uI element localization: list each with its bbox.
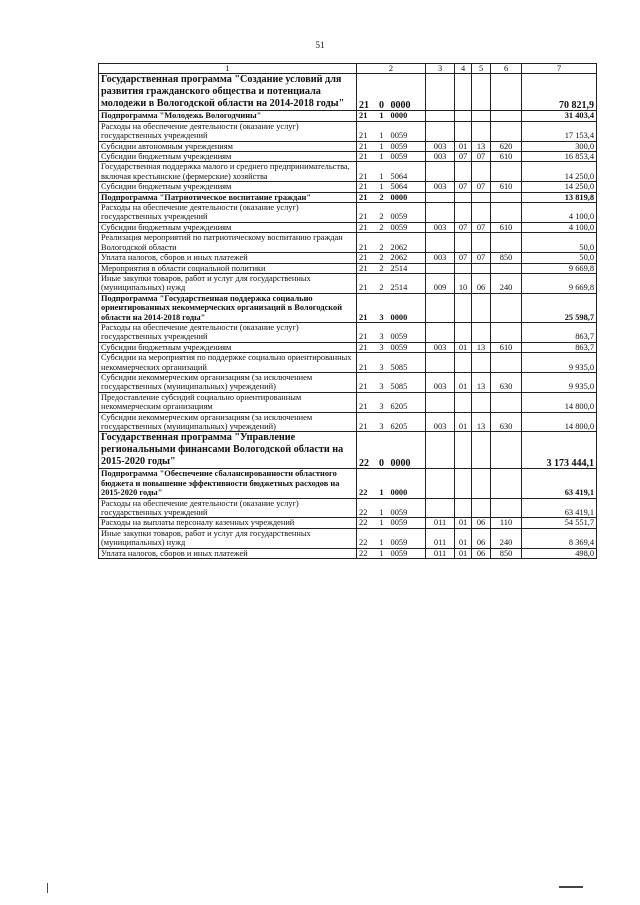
code-ministry: [426, 432, 455, 469]
code-subprogram: 2: [375, 253, 389, 263]
row-amount: 54 551,7: [522, 518, 597, 528]
row-amount: 31 403,4: [522, 111, 597, 121]
code-subprogram: 2: [375, 233, 389, 253]
code-direction: 0059: [389, 528, 426, 548]
code-subsection: 13: [472, 342, 491, 352]
code-section: [455, 203, 472, 223]
row-amount: 9 935,0: [522, 353, 597, 373]
row-amount: 25 598,7: [522, 293, 597, 322]
row-amount: 13 819,8: [522, 192, 597, 202]
code-section: [455, 263, 472, 273]
code-section: 01: [455, 412, 472, 432]
table-row: [99, 372, 597, 392]
row-name: Подпрограмма "Обеспечение сбалансированности областного бюджета и повышение эффективности бюджетных расходов на 2015-2020 годы": [99, 469, 357, 498]
table-row: [99, 233, 597, 253]
code-direction: 2514: [389, 263, 426, 273]
code-subprogram: 1: [375, 141, 389, 151]
code-subprogram: 2: [375, 263, 389, 273]
code-direction: 0000: [389, 192, 426, 202]
row-name: Реализация мероприятий по патриотическому воспитанию граждан Вологодской области: [99, 233, 357, 253]
code-subsection: 06: [472, 548, 491, 558]
code-ministry: [426, 469, 455, 498]
code-expense-type: 630: [491, 412, 522, 432]
table-row: [99, 203, 597, 223]
code-direction: 5085: [389, 353, 426, 373]
header-row: [99, 64, 597, 74]
row-name: Субсидии бюджетным учреждениям: [99, 152, 357, 162]
code-expense-type: [491, 74, 522, 111]
code-subprogram: 1: [375, 182, 389, 192]
code-subprogram: 2: [375, 203, 389, 223]
row-name: Субсидии автономным учреждениям: [99, 141, 357, 151]
table-row: [99, 182, 597, 192]
code-direction: 2062: [389, 233, 426, 253]
code-subprogram: 3: [375, 322, 389, 342]
code-subsection: 06: [472, 528, 491, 548]
budget-table: [98, 63, 597, 559]
row-amount: 9 935,0: [522, 372, 597, 392]
code-subprogram: 3: [375, 392, 389, 412]
code-subprogram: 2: [375, 273, 389, 293]
code-ministry: [426, 111, 455, 121]
table-row: [99, 469, 597, 498]
code-direction: 6205: [389, 412, 426, 432]
code-program: 21: [357, 182, 375, 192]
code-subsection: [472, 203, 491, 223]
code-ministry: [426, 392, 455, 412]
code-direction: 5064: [389, 162, 426, 182]
table-row: [99, 548, 597, 558]
code-expense-type: [491, 353, 522, 373]
code-subsection: [472, 469, 491, 498]
row-name: Иные закупки товаров, работ и услуг для государственных (муниципальных) нужд: [99, 528, 357, 548]
header-col-4: 4: [455, 64, 472, 74]
code-subsection: [472, 432, 491, 469]
code-ministry: 003: [426, 342, 455, 352]
row-name: Подпрограмма "Государственная поддержка социально ориентированных некоммерческих организаций в Вологодской области на 2014-2018 годы": [99, 293, 357, 322]
code-program: 21: [357, 111, 375, 121]
table-row: [99, 322, 597, 342]
code-section: [455, 121, 472, 141]
code-direction: 0000: [389, 74, 426, 111]
code-expense-type: [491, 469, 522, 498]
code-ministry: [426, 74, 455, 111]
table-row: [99, 293, 597, 322]
code-expense-type: [491, 121, 522, 141]
table-row: [99, 222, 597, 232]
code-section: 07: [455, 222, 472, 232]
code-subsection: [472, 192, 491, 202]
code-program: 21: [357, 392, 375, 412]
code-expense-type: 620: [491, 141, 522, 151]
code-subprogram: 0: [375, 74, 389, 111]
row-name: Расходы на обеспечение деятельности (оказание услуг) государственных учреждений: [99, 121, 357, 141]
code-ministry: [426, 353, 455, 373]
code-ministry: 003: [426, 141, 455, 151]
code-ministry: 003: [426, 152, 455, 162]
code-subsection: 06: [472, 273, 491, 293]
row-amount: 3 173 444,1: [522, 432, 597, 469]
code-program: 22: [357, 518, 375, 528]
code-subsection: 13: [472, 372, 491, 392]
code-section: [455, 432, 472, 469]
code-program: 21: [357, 203, 375, 223]
row-name: Субсидии бюджетным учреждениям: [99, 222, 357, 232]
scan-mark-right: [559, 886, 583, 888]
code-expense-type: [491, 192, 522, 202]
code-section: [455, 293, 472, 322]
code-program: 21: [357, 263, 375, 273]
row-name: Уплата налогов, сборов и иных платежей: [99, 253, 357, 263]
row-amount: 14 250,0: [522, 162, 597, 182]
code-subsection: 13: [472, 412, 491, 432]
code-subsection: [472, 293, 491, 322]
code-section: 01: [455, 372, 472, 392]
code-subprogram: 1: [375, 111, 389, 121]
code-expense-type: 240: [491, 273, 522, 293]
row-name: Предоставление субсидий социально ориентированным некоммерческим организациям: [99, 392, 357, 412]
code-subsection: [472, 322, 491, 342]
code-section: [455, 353, 472, 373]
code-section: [455, 322, 472, 342]
code-expense-type: 850: [491, 548, 522, 558]
row-amount: 50,0: [522, 253, 597, 263]
header-col-2: 2: [357, 64, 426, 74]
code-subprogram: 1: [375, 498, 389, 518]
code-ministry: [426, 498, 455, 518]
row-name: Субсидии некоммерческим организациям (за исключением государственных (муниципальных) учреждений): [99, 412, 357, 432]
code-expense-type: 110: [491, 518, 522, 528]
code-subsection: 06: [472, 518, 491, 528]
code-program: 21: [357, 233, 375, 253]
row-amount: 4 100,0: [522, 203, 597, 223]
code-ministry: [426, 322, 455, 342]
code-section: 10: [455, 273, 472, 293]
code-section: [455, 469, 472, 498]
code-subprogram: 0: [375, 432, 389, 469]
code-direction: 0059: [389, 518, 426, 528]
code-subsection: 07: [472, 152, 491, 162]
row-amount: 63 419,1: [522, 498, 597, 518]
code-subprogram: 3: [375, 372, 389, 392]
code-expense-type: [491, 162, 522, 182]
table-row: [99, 392, 597, 412]
table-row: [99, 412, 597, 432]
code-subprogram: 1: [375, 469, 389, 498]
code-program: 21: [357, 141, 375, 151]
code-program: 22: [357, 548, 375, 558]
row-amount: 863,7: [522, 342, 597, 352]
code-expense-type: 240: [491, 528, 522, 548]
code-section: 07: [455, 152, 472, 162]
code-subprogram: 1: [375, 518, 389, 528]
row-name: Государственная программа "Создание условий для развития гражданского общества и потенциала молодежи в Вологодской области на 2014-2018 годы": [99, 74, 357, 111]
code-subprogram: 2: [375, 192, 389, 202]
code-expense-type: 610: [491, 222, 522, 232]
code-ministry: [426, 162, 455, 182]
code-subsection: [472, 498, 491, 518]
code-direction: 5085: [389, 372, 426, 392]
code-subsection: [472, 263, 491, 273]
row-name: Расходы на обеспечение деятельности (оказание услуг) государственных учреждений: [99, 203, 357, 223]
code-subprogram: 1: [375, 528, 389, 548]
code-expense-type: [491, 392, 522, 412]
code-subprogram: 3: [375, 353, 389, 373]
code-expense-type: [491, 263, 522, 273]
table-row: [99, 518, 597, 528]
code-direction: 0059: [389, 141, 426, 151]
code-direction: 0059: [389, 203, 426, 223]
table-row: [99, 121, 597, 141]
table-row: [99, 152, 597, 162]
header-col-6: 6: [491, 64, 522, 74]
code-expense-type: 610: [491, 182, 522, 192]
code-ministry: 003: [426, 412, 455, 432]
code-direction: 2062: [389, 253, 426, 263]
table-row: [99, 111, 597, 121]
code-ministry: 003: [426, 182, 455, 192]
code-program: 21: [357, 74, 375, 111]
code-direction: 0059: [389, 152, 426, 162]
row-name: Расходы на обеспечение деятельности (оказание услуг) государственных учреждений: [99, 498, 357, 518]
code-program: 22: [357, 432, 375, 469]
code-expense-type: 630: [491, 372, 522, 392]
code-direction: 0000: [389, 469, 426, 498]
row-amount: 17 153,4: [522, 121, 597, 141]
row-amount: 50,0: [522, 233, 597, 253]
code-expense-type: 610: [491, 152, 522, 162]
row-amount: 14 250,0: [522, 182, 597, 192]
code-section: 01: [455, 141, 472, 151]
code-subprogram: 2: [375, 222, 389, 232]
code-program: 21: [357, 353, 375, 373]
row-amount: 9 669,8: [522, 263, 597, 273]
code-direction: 0059: [389, 342, 426, 352]
code-expense-type: [491, 293, 522, 322]
code-subprogram: 3: [375, 342, 389, 352]
code-ministry: 003: [426, 253, 455, 263]
table-row: [99, 74, 597, 111]
code-subsection: [472, 111, 491, 121]
code-program: 21: [357, 152, 375, 162]
row-amount: 9 669,8: [522, 273, 597, 293]
code-section: [455, 192, 472, 202]
code-ministry: 003: [426, 372, 455, 392]
code-subsection: 13: [472, 141, 491, 151]
code-section: [455, 111, 472, 121]
code-section: [455, 74, 472, 111]
table-row: [99, 528, 597, 548]
code-expense-type: [491, 233, 522, 253]
code-program: 21: [357, 372, 375, 392]
row-name: Иные закупки товаров, работ и услуг для государственных (муниципальных) нужд: [99, 273, 357, 293]
table-row: [99, 353, 597, 373]
code-subsection: 07: [472, 222, 491, 232]
code-expense-type: [491, 203, 522, 223]
table-row: [99, 273, 597, 293]
code-expense-type: [491, 322, 522, 342]
code-direction: 0059: [389, 222, 426, 232]
row-name: Подпрограмма "Патриотическое воспитание граждан": [99, 192, 357, 202]
code-program: 22: [357, 528, 375, 548]
code-section: [455, 233, 472, 253]
code-ministry: 003: [426, 222, 455, 232]
code-direction: 5064: [389, 182, 426, 192]
code-ministry: [426, 293, 455, 322]
row-name: Государственная программа "Управление региональными финансами Вологодской области на 2015-2020 годы": [99, 432, 357, 469]
table-row: [99, 432, 597, 469]
row-name: Расходы на обеспечение деятельности (оказание услуг) государственных учреждений: [99, 322, 357, 342]
row-amount: 863,7: [522, 322, 597, 342]
table-row: [99, 253, 597, 263]
row-amount: 70 821,9: [522, 74, 597, 111]
code-subsection: [472, 74, 491, 111]
code-ministry: 011: [426, 518, 455, 528]
code-subsection: [472, 353, 491, 373]
code-program: 22: [357, 469, 375, 498]
table-row: [99, 498, 597, 518]
code-section: 07: [455, 253, 472, 263]
table-row: [99, 192, 597, 202]
row-name: Субсидии на мероприятия по поддержке социально ориентированных некоммерческих организаций: [99, 353, 357, 373]
table-row: [99, 342, 597, 352]
code-ministry: [426, 233, 455, 253]
row-name: Субсидии некоммерческим организациям (за исключением государственных (муниципальных) учреждений): [99, 372, 357, 392]
code-subprogram: 1: [375, 152, 389, 162]
code-program: 21: [357, 412, 375, 432]
table-body: [99, 64, 597, 559]
header-col-3: 3: [426, 64, 455, 74]
code-program: 22: [357, 498, 375, 518]
row-name: Субсидии бюджетным учреждениям: [99, 182, 357, 192]
row-name: Субсидии бюджетным учреждениям: [99, 342, 357, 352]
header-col-5: 5: [472, 64, 491, 74]
code-subprogram: 1: [375, 162, 389, 182]
table-row: [99, 162, 597, 182]
code-section: 01: [455, 518, 472, 528]
code-direction: 0059: [389, 498, 426, 518]
code-subsection: [472, 392, 491, 412]
row-amount: 4 100,0: [522, 222, 597, 232]
code-section: [455, 162, 472, 182]
code-subprogram: 3: [375, 412, 389, 432]
page-number: 51: [315, 40, 325, 50]
code-direction: 0000: [389, 432, 426, 469]
row-amount: 14 800,0: [522, 412, 597, 432]
row-name: Уплата налогов, сборов и иных платежей: [99, 548, 357, 558]
code-section: [455, 498, 472, 518]
code-program: 21: [357, 192, 375, 202]
code-direction: 0059: [389, 322, 426, 342]
code-direction: 2514: [389, 273, 426, 293]
code-expense-type: 610: [491, 342, 522, 352]
row-name: Мероприятия в области социальной политики: [99, 263, 357, 273]
code-subprogram: 1: [375, 548, 389, 558]
code-subsection: 07: [472, 253, 491, 263]
header-col-1: 1: [99, 64, 357, 74]
code-direction: 0000: [389, 111, 426, 121]
code-direction: 0059: [389, 548, 426, 558]
code-expense-type: [491, 432, 522, 469]
code-ministry: 011: [426, 528, 455, 548]
row-amount: 8 369,4: [522, 528, 597, 548]
code-program: 21: [357, 342, 375, 352]
row-amount: 498,0: [522, 548, 597, 558]
code-expense-type: [491, 111, 522, 121]
code-program: 21: [357, 322, 375, 342]
table-row: [99, 141, 597, 151]
row-name: Государственная поддержка малого и среднего предпринимательства, включая крестьянские (фермерские) хозяйства: [99, 162, 357, 182]
code-ministry: [426, 263, 455, 273]
row-name: Расходы на выплаты персоналу казенных учреждений: [99, 518, 357, 528]
code-direction: 6205: [389, 392, 426, 412]
code-section: 07: [455, 182, 472, 192]
code-program: 21: [357, 121, 375, 141]
code-program: 21: [357, 273, 375, 293]
code-program: 21: [357, 222, 375, 232]
code-section: 01: [455, 528, 472, 548]
code-section: 01: [455, 548, 472, 558]
code-ministry: [426, 203, 455, 223]
code-direction: 0000: [389, 293, 426, 322]
scan-mark-left: [47, 883, 48, 893]
code-ministry: [426, 192, 455, 202]
code-ministry: [426, 121, 455, 141]
code-expense-type: [491, 498, 522, 518]
row-amount: 300,0: [522, 141, 597, 151]
code-direction: 0059: [389, 121, 426, 141]
row-amount: 63 419,1: [522, 469, 597, 498]
code-subprogram: 3: [375, 293, 389, 322]
table-row: [99, 263, 597, 273]
code-ministry: 009: [426, 273, 455, 293]
code-program: 21: [357, 162, 375, 182]
code-section: [455, 392, 472, 412]
code-subsection: [472, 233, 491, 253]
code-subsection: 07: [472, 182, 491, 192]
code-subprogram: 1: [375, 121, 389, 141]
code-program: 21: [357, 253, 375, 263]
code-program: 21: [357, 293, 375, 322]
code-ministry: 011: [426, 548, 455, 558]
row-amount: 16 853,4: [522, 152, 597, 162]
code-expense-type: 850: [491, 253, 522, 263]
code-section: 01: [455, 342, 472, 352]
code-subsection: [472, 162, 491, 182]
row-name: Подпрограмма "Молодежь Вологодчины": [99, 111, 357, 121]
header-col-7: 7: [522, 64, 597, 74]
row-amount: 14 800,0: [522, 392, 597, 412]
code-subsection: [472, 121, 491, 141]
